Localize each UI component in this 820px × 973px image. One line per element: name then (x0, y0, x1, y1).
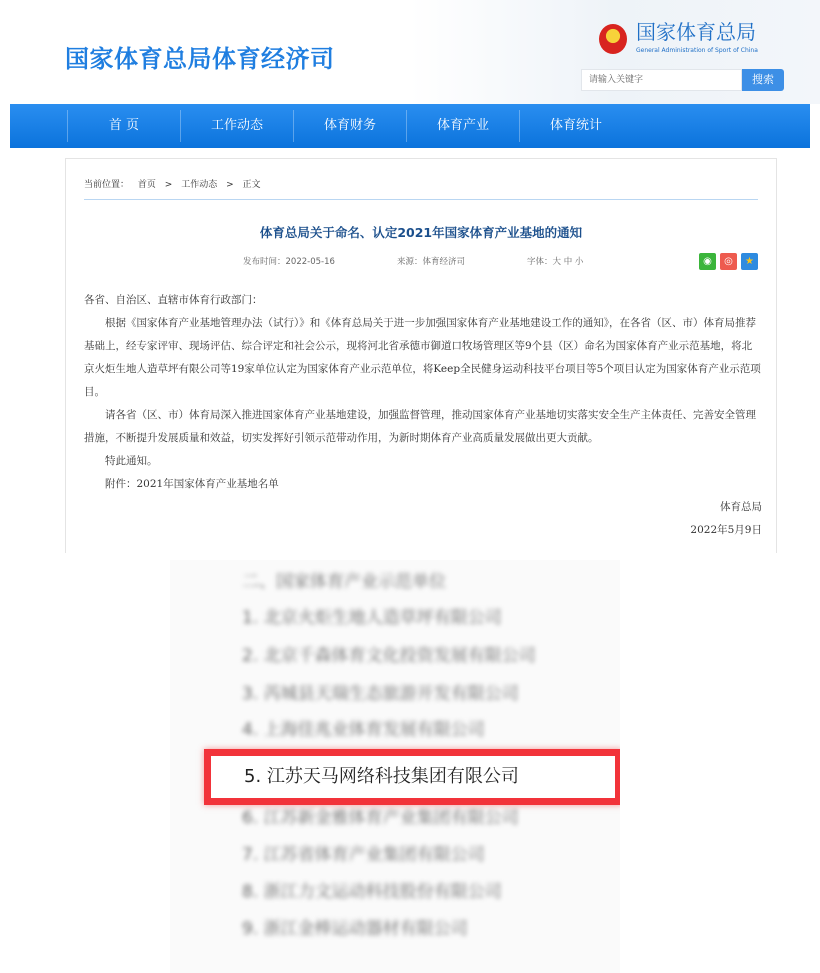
list-item: 6. 江苏新金雅体育产业集团有限公司 (242, 808, 519, 828)
paragraph: 请各省（区、市）体育局深入推进国家体育产业基地建设，加强监督管理，推动国家体育产业基地切实落实安全生产主体责任、完善安全管理措施，不断提升发展质量和效益，切实发挥好引领示范带动作用，为新时期体育产业高质量发展做出更大贡献。 (84, 409, 756, 444)
paragraph: 根据《国家体育产业基地管理办法（试行）》和《体育总局关于进一步加强国家体育产业基地建设工作的通知》，在各省（区、市）体育局推荐基础上，经专家评审、现场评估、综合评定和社会公示，现将河北省承德市御道口牧场管理区等9个县（区）命名为国家体育产业示范基地，将北京火炬生地人造草坪有限公司等19家单位认定为国家体育产业示范单位，将Keep全民健身运动科技平台项目等5个项目认定为国家体育产业示范项目。 (84, 317, 761, 398)
article-panel (65, 158, 777, 553)
publish-time: 发布时间：2022-05-16 (243, 257, 335, 267)
breadcrumb-label: 当前位置： (84, 180, 130, 190)
breadcrumb-home[interactable]: 首页 (137, 180, 156, 190)
favorite-icon[interactable]: ★ (741, 253, 758, 270)
signature: 体育总局 (720, 501, 762, 513)
article-body (84, 289, 762, 542)
highlighted-list-item: 5. 江苏天马网络科技集团有限公司 (244, 766, 519, 787)
list-item: 2. 北京千森体育文化投资发展有限公司 (242, 646, 536, 666)
list-item: 8. 浙江力文运动科技股份有限公司 (242, 882, 502, 902)
search-button[interactable]: 搜索 (742, 69, 784, 91)
article-title: 体育总局关于命名、认定2021年国家体育产业基地的通知 (259, 225, 583, 240)
breadcrumb-separator: > (226, 180, 234, 190)
signature-date: 2022年5月9日 (690, 524, 762, 536)
nav-sports-industry[interactable]: 体育产业 (406, 110, 519, 142)
article-source: 来源：体育经济司 (397, 257, 466, 267)
nav-home[interactable]: 首 页 (67, 110, 180, 142)
nav-sports-statistics[interactable]: 体育统计 (519, 110, 632, 142)
list-item: 1. 北京火炬生地人造草坪有限公司 (242, 608, 502, 628)
list-item: 3. 芮城县天瑞生态旅游开发有限公司 (242, 684, 519, 704)
highlight-box (204, 749, 620, 805)
breadcrumb-current: 正文 (242, 180, 261, 190)
wechat-icon[interactable]: ◉ (699, 253, 716, 270)
font-size-control[interactable]: 字体：大 中 小 (527, 257, 584, 267)
site-header (0, 0, 820, 104)
list-item: 4. 上海佳兆业体育发展有限公司 (242, 720, 485, 740)
agency-logo-name-en: General Administration of Sport of China (636, 47, 758, 54)
attachment-list-image (170, 560, 620, 973)
divider (84, 199, 758, 200)
salutation: 各省、自治区、直辖市体育行政部门： (84, 294, 263, 306)
search-input[interactable]: 请输入关键字 (581, 69, 742, 91)
attachment-link[interactable]: 附件：2021年国家体育产业基地名单 (105, 478, 279, 490)
paragraph: 特此通知。 (105, 455, 158, 467)
breadcrumb (84, 179, 267, 191)
list-item: 7. 江苏省体育产业集团有限公司 (242, 845, 485, 865)
breadcrumb-separator: > (164, 180, 173, 190)
main-nav (10, 104, 810, 148)
nav-sports-finance[interactable]: 体育财务 (293, 110, 406, 142)
national-emblem-icon (599, 24, 627, 54)
list-item: 9. 浙江金棒运动器材有限公司 (242, 919, 468, 939)
site-title[interactable]: 国家体育总局体育经济司 (65, 45, 335, 73)
agency-logo-name[interactable]: 国家体育总局 (636, 20, 756, 44)
list-heading: 二、国家体育产业示范单位 (242, 572, 446, 592)
breadcrumb-work-news[interactable]: 工作动态 (181, 180, 218, 190)
weibo-icon[interactable]: ◎ (720, 253, 737, 270)
nav-work-news[interactable]: 工作动态 (180, 110, 293, 142)
